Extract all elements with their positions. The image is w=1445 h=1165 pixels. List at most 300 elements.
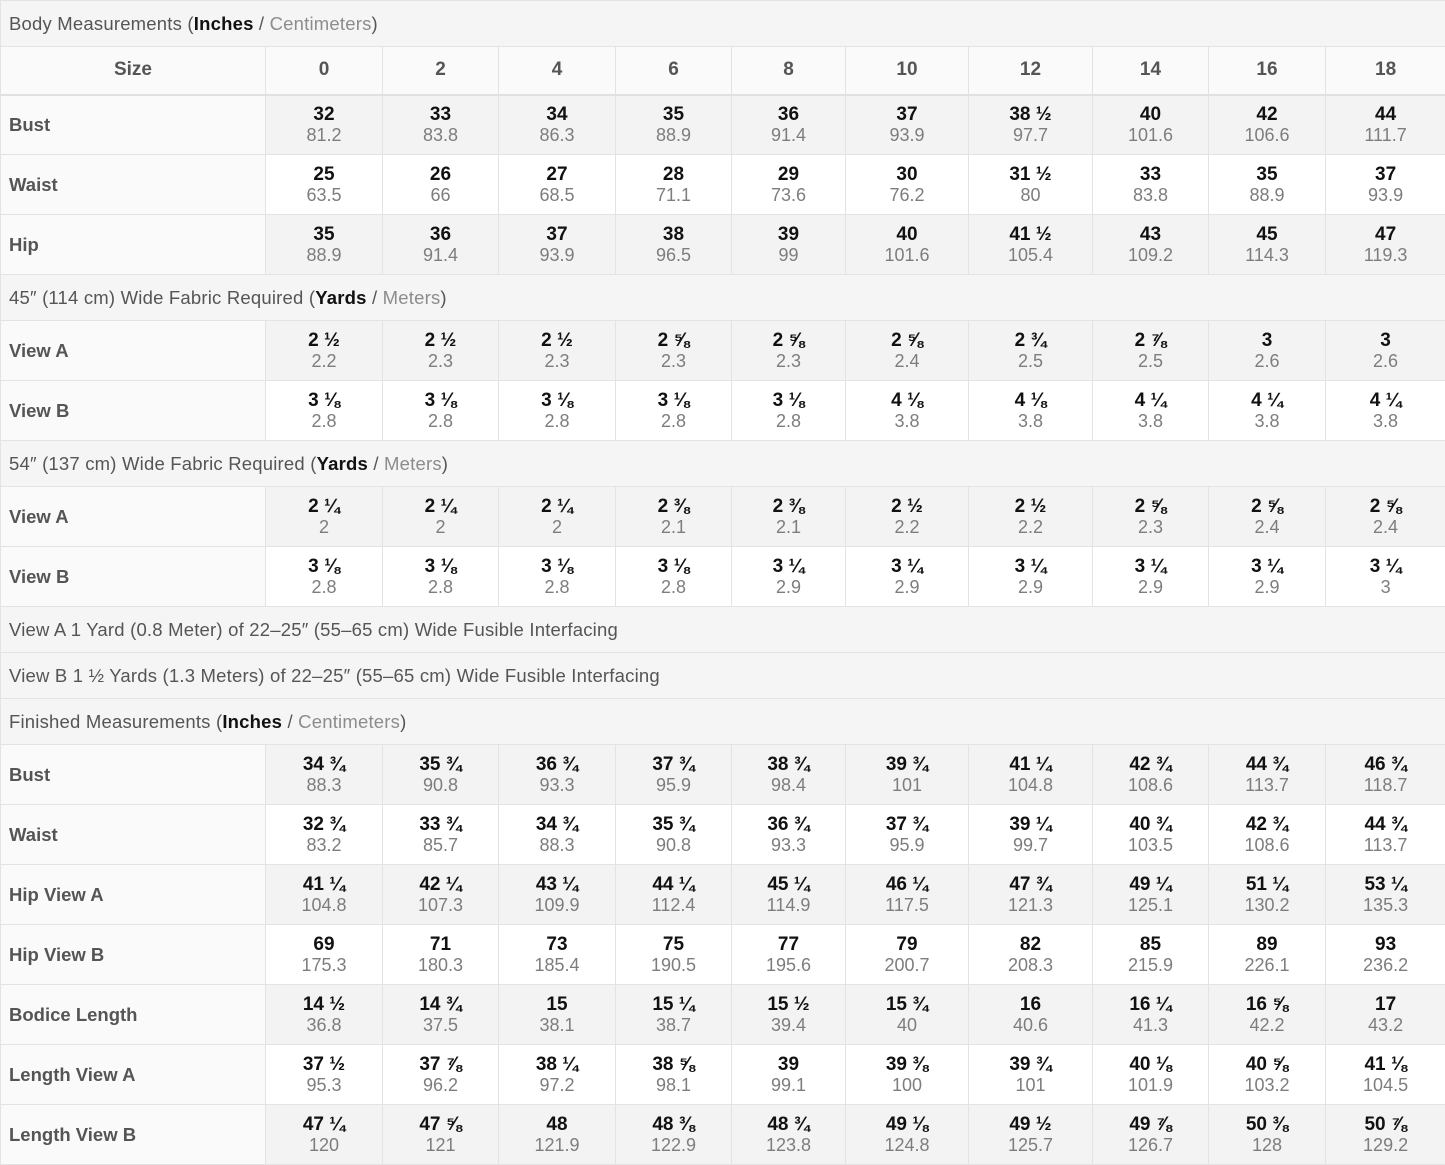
section-title-unit2: Meters — [384, 452, 442, 474]
measurement-row — [1, 95, 1445, 155]
primary-unit-value: 35 — [313, 223, 335, 245]
primary-unit-value: 15 ¾ — [885, 993, 929, 1015]
measurement-cell — [846, 487, 969, 547]
measurement-cell — [1209, 985, 1326, 1045]
secondary-unit-value: 88.9 — [655, 124, 692, 145]
primary-unit-value: 3 ¼ — [1014, 555, 1047, 577]
primary-unit-value: 3 ¼ — [1134, 555, 1167, 577]
secondary-unit-value: 83.2 — [306, 834, 342, 855]
secondary-unit-value: 112.4 — [651, 894, 696, 915]
measurement-cell — [1093, 1045, 1209, 1105]
secondary-unit-value: 38.7 — [655, 1014, 692, 1035]
primary-unit-value: 15 ½ — [767, 993, 810, 1015]
primary-unit-value: 49 ⅞ — [1129, 1113, 1172, 1135]
measurement-cell — [266, 547, 383, 607]
section-title-unit2: Centimeters — [298, 710, 401, 732]
primary-unit-value: 49 ¼ — [1129, 873, 1172, 895]
measurement-cell — [732, 95, 846, 155]
section-title-unit2: Centimeters — [269, 12, 372, 34]
measurement-cell — [1093, 925, 1209, 985]
primary-unit-value: 37 ¾ — [885, 813, 929, 835]
secondary-unit-value: 108.6 — [1127, 774, 1174, 795]
secondary-unit-value: 2.5 — [1017, 350, 1044, 371]
measurement-cell — [616, 865, 732, 925]
secondary-unit-value: 2 — [551, 516, 562, 537]
measurement-cell — [969, 865, 1093, 925]
primary-unit-value: 46 ¾ — [1364, 753, 1407, 775]
measurement-cell — [969, 985, 1093, 1045]
primary-unit-value: 38 ½ — [1009, 103, 1052, 125]
primary-unit-value: 33 — [1139, 163, 1162, 185]
secondary-unit-value: 175.3 — [301, 954, 347, 975]
secondary-unit-value: 2.3 — [427, 350, 454, 371]
measurement-cell — [846, 925, 969, 985]
section-title — [1, 653, 1445, 699]
primary-unit-value: 35 ¾ — [419, 753, 462, 775]
primary-unit-value: 36 — [429, 223, 452, 245]
primary-unit-value: 16 — [1019, 993, 1042, 1015]
secondary-unit-value: 86.3 — [539, 124, 575, 145]
measurement-cell — [616, 321, 732, 381]
secondary-unit-value: 2.2 — [894, 516, 920, 537]
primary-unit-value: 38 ⅝ — [652, 1053, 695, 1075]
primary-unit-value: 3 ⅛ — [657, 555, 690, 577]
secondary-unit-value: 36.8 — [306, 1014, 342, 1035]
primary-unit-value: 4 ⅛ — [1014, 389, 1047, 411]
secondary-unit-value: 2.8 — [660, 576, 687, 597]
row-label: Waist — [1, 155, 266, 215]
secondary-unit-value: 122.9 — [650, 1134, 697, 1155]
primary-unit-value: 41 ¼ — [1009, 753, 1052, 775]
measurement-cell — [846, 381, 969, 441]
secondary-unit-value: 180.3 — [417, 954, 464, 975]
secondary-unit-value: 2.9 — [1017, 576, 1044, 597]
section-title-title: View A 1 Yard (0.8 Meter) of 22–25″ (55–65 cm) Wide Fusible Interfacing — [9, 618, 618, 640]
measurement-cell — [1093, 985, 1209, 1045]
secondary-unit-value: 96.2 — [422, 1074, 459, 1095]
primary-unit-value: 48 — [546, 1113, 568, 1135]
measurement-cell — [499, 215, 616, 275]
measurement-cell — [383, 215, 499, 275]
primary-unit-value: 14 ¾ — [419, 993, 462, 1015]
secondary-unit-value: 90.8 — [422, 774, 459, 795]
secondary-unit-value: 101.9 — [1127, 1074, 1174, 1095]
secondary-unit-value: 88.3 — [539, 834, 575, 855]
measurement-cell — [266, 925, 383, 985]
secondary-unit-value: 2.9 — [775, 576, 802, 597]
primary-unit-value: 41 ¼ — [302, 873, 346, 895]
size-column-header: 18 — [1326, 47, 1445, 95]
secondary-unit-value: 2.9 — [1254, 576, 1280, 597]
secondary-unit-value: 105.4 — [1007, 244, 1054, 265]
measurement-row — [1, 985, 1445, 1045]
secondary-unit-value: 208.3 — [1007, 954, 1054, 975]
section-title — [1, 699, 1445, 745]
secondary-unit-value: 96.5 — [655, 244, 692, 265]
secondary-unit-value: 97.2 — [539, 1074, 575, 1095]
primary-unit-value: 3 ¼ — [772, 555, 805, 577]
secondary-unit-value: 85.7 — [422, 834, 459, 855]
secondary-unit-value: 83.8 — [1132, 184, 1169, 205]
secondary-unit-value: 104.8 — [1007, 774, 1054, 795]
primary-unit-value: 35 — [1256, 163, 1278, 185]
primary-unit-value: 3 ⅛ — [541, 389, 573, 411]
primary-unit-value: 47 ¼ — [302, 1113, 346, 1135]
section-title-title: Finished Measurements ( — [9, 710, 223, 732]
measurement-cell — [499, 805, 616, 865]
primary-unit-value: 51 ¼ — [1245, 873, 1289, 895]
measurement-cell — [1326, 321, 1445, 381]
measurement-cell — [499, 745, 616, 805]
measurement-cell — [1209, 155, 1326, 215]
measurement-cell — [846, 215, 969, 275]
secondary-unit-value: 125.1 — [1127, 894, 1174, 915]
measurement-cell — [732, 805, 846, 865]
secondary-unit-value: 119.3 — [1363, 244, 1408, 265]
primary-unit-value: 45 — [1256, 223, 1278, 245]
secondary-unit-value: 2.8 — [660, 410, 687, 431]
secondary-unit-value: 2.8 — [427, 576, 454, 597]
primary-unit-value: 93 — [1375, 933, 1397, 955]
section-title — [1, 607, 1445, 653]
measurement-cell — [499, 925, 616, 985]
measurement-cell — [1209, 1045, 1326, 1105]
primary-unit-value: 34 ¾ — [535, 813, 579, 835]
secondary-unit-value: 108.6 — [1244, 834, 1290, 855]
measurement-cell — [969, 155, 1093, 215]
measurement-cell — [1093, 865, 1209, 925]
measurement-cell — [1209, 865, 1326, 925]
primary-unit-value: 39 ¾ — [1009, 1053, 1052, 1075]
measurement-row — [1, 321, 1445, 381]
primary-unit-value: 42 ¼ — [419, 873, 462, 895]
size-header-label: Size — [1, 47, 266, 95]
secondary-unit-value: 121.9 — [534, 1134, 580, 1155]
primary-unit-value: 37 — [1375, 163, 1397, 185]
section-title — [1, 1, 1445, 47]
primary-unit-value: 3 ⅛ — [772, 389, 805, 411]
secondary-unit-value: 2.9 — [1137, 576, 1164, 597]
secondary-unit-value: 109.2 — [1127, 244, 1174, 265]
measurement-cell — [383, 985, 499, 1045]
measurement-cell — [1093, 321, 1209, 381]
primary-unit-value: 2 ½ — [424, 329, 457, 351]
primary-unit-value: 3 ⅛ — [308, 555, 340, 577]
section-title-title: View B 1 ½ Yards (1.3 Meters) of 22–25″ (55–65 cm) Wide Fusible Interfacing — [9, 664, 660, 686]
secondary-unit-value: 88.9 — [1249, 184, 1285, 205]
secondary-unit-value: 43.2 — [1368, 1014, 1404, 1035]
measurement-cell — [1093, 215, 1209, 275]
primary-unit-value: 47 ¾ — [1009, 873, 1052, 895]
measurement-cell — [732, 381, 846, 441]
measurement-cell — [1326, 805, 1445, 865]
secondary-unit-value: 40.6 — [1012, 1014, 1049, 1035]
secondary-unit-value: 2 — [435, 516, 446, 537]
secondary-unit-value: 2.3 — [660, 350, 687, 371]
row-label: Hip — [1, 215, 266, 275]
measurement-cell — [846, 745, 969, 805]
measurement-cell — [266, 1105, 383, 1165]
secondary-unit-value: 73.6 — [770, 184, 807, 205]
measurement-cell — [969, 805, 1093, 865]
secondary-unit-value: 104.8 — [301, 894, 347, 915]
measurement-cell — [969, 321, 1093, 381]
secondary-unit-value: 2.3 — [775, 350, 802, 371]
secondary-unit-value: 109.9 — [534, 894, 580, 915]
secondary-unit-value: 121.3 — [1007, 894, 1054, 915]
section-title-close: ) — [371, 12, 378, 34]
primary-unit-value: 28 — [662, 163, 685, 185]
measurement-cell — [846, 985, 969, 1045]
secondary-unit-value: 2.8 — [311, 410, 337, 431]
primary-unit-value: 79 — [896, 933, 918, 955]
secondary-unit-value: 2.2 — [311, 350, 337, 371]
secondary-unit-value: 71.1 — [655, 184, 692, 205]
secondary-unit-value: 113.7 — [1245, 774, 1289, 795]
section-title-row — [1, 1, 1445, 47]
primary-unit-value: 2 ⅜ — [772, 495, 805, 517]
section-title-row — [1, 441, 1445, 487]
secondary-unit-value: 97.7 — [1012, 124, 1049, 145]
measurement-cell — [499, 547, 616, 607]
row-label: View B — [1, 381, 266, 441]
measurement-row — [1, 487, 1445, 547]
secondary-unit-value: 185.4 — [534, 954, 580, 975]
secondary-unit-value: 3.8 — [1137, 410, 1164, 431]
measurement-cell — [266, 215, 383, 275]
secondary-unit-value: 40 — [896, 1014, 918, 1035]
measurement-cell — [1209, 321, 1326, 381]
measurement-cell — [499, 95, 616, 155]
row-label: Hip View A — [1, 865, 266, 925]
secondary-unit-value: 104.5 — [1363, 1074, 1409, 1095]
secondary-unit-value: 3.8 — [1254, 410, 1280, 431]
secondary-unit-value: 37.5 — [422, 1014, 459, 1035]
measurement-cell — [383, 865, 499, 925]
row-label: Hip View B — [1, 925, 266, 985]
measurement-cell — [266, 381, 383, 441]
measurement-cell — [969, 925, 1093, 985]
section-title-unit1: Inches — [222, 710, 283, 732]
primary-unit-value: 31 ½ — [1009, 163, 1052, 185]
secondary-unit-value: 3.8 — [894, 410, 920, 431]
section-title-unit1: Yards — [315, 286, 367, 308]
primary-unit-value: 3 ¼ — [891, 555, 923, 577]
measurement-cell — [1326, 95, 1445, 155]
row-label: Length View B — [1, 1105, 266, 1165]
measurement-cell — [969, 381, 1093, 441]
section-title-sep: / — [366, 286, 383, 308]
primary-unit-value: 2 ⅝ — [1369, 495, 1402, 517]
primary-unit-value: 48 ¾ — [767, 1113, 810, 1135]
primary-unit-value: 40 ⅝ — [1245, 1053, 1289, 1075]
secondary-unit-value: 93.3 — [770, 834, 807, 855]
secondary-unit-value: 129.2 — [1363, 1134, 1409, 1155]
section-title-title: 54″ (137 cm) Wide Fabric Required ( — [9, 452, 317, 474]
section-title-row — [1, 275, 1445, 321]
measurement-cell — [383, 1105, 499, 1165]
primary-unit-value: 29 — [777, 163, 800, 185]
secondary-unit-value: 93.9 — [1368, 184, 1404, 205]
primary-unit-value: 3 ⅛ — [424, 555, 457, 577]
primary-unit-value: 3 — [1380, 329, 1391, 351]
measurement-cell — [266, 805, 383, 865]
primary-unit-value: 38 ¾ — [767, 753, 810, 775]
secondary-unit-value: 3.8 — [1373, 410, 1399, 431]
primary-unit-value: 53 ¼ — [1364, 873, 1407, 895]
secondary-unit-value: 68.5 — [539, 184, 575, 205]
primary-unit-value: 37 — [896, 103, 918, 125]
primary-unit-value: 17 — [1375, 993, 1397, 1015]
secondary-unit-value: 2.6 — [1254, 350, 1280, 371]
secondary-unit-value: 2.4 — [1373, 516, 1399, 537]
secondary-unit-value: 2.6 — [1373, 350, 1399, 371]
secondary-unit-value: 103.5 — [1127, 834, 1174, 855]
secondary-unit-value: 2.1 — [775, 516, 802, 537]
size-column-header: 0 — [266, 47, 383, 95]
section-title — [1, 275, 1445, 321]
measurement-cell — [266, 865, 383, 925]
measurement-row — [1, 745, 1445, 805]
section-title-title: Body Measurements ( — [9, 12, 194, 34]
secondary-unit-value: 130.2 — [1244, 894, 1290, 915]
primary-unit-value: 2 ½ — [541, 329, 573, 351]
measurement-cell — [1326, 925, 1445, 985]
secondary-unit-value: 2.4 — [894, 350, 920, 371]
primary-unit-value: 48 ⅜ — [652, 1113, 695, 1135]
secondary-unit-value: 101.6 — [884, 244, 930, 265]
primary-unit-value: 2 ⅝ — [891, 329, 923, 351]
primary-unit-value: 38 ¼ — [535, 1053, 579, 1075]
measurement-cell — [732, 1045, 846, 1105]
primary-unit-value: 2 ⅝ — [657, 329, 690, 351]
measurement-row — [1, 155, 1445, 215]
measurement-cell — [499, 381, 616, 441]
secondary-unit-value: 99.7 — [1012, 834, 1049, 855]
measurement-cell — [1093, 487, 1209, 547]
primary-unit-value: 43 — [1139, 223, 1162, 245]
measurement-cell — [1209, 925, 1326, 985]
secondary-unit-value: 236.2 — [1363, 954, 1409, 975]
measurement-cell — [846, 155, 969, 215]
primary-unit-value: 47 — [1375, 223, 1397, 245]
primary-unit-value: 32 ¾ — [302, 813, 346, 835]
size-header-row — [1, 47, 1445, 95]
measurement-cell — [1209, 381, 1326, 441]
primary-unit-value: 2 ¼ — [308, 495, 340, 517]
primary-unit-value: 3 ⅛ — [541, 555, 573, 577]
measurement-cell — [383, 381, 499, 441]
secondary-unit-value: 2.8 — [427, 410, 454, 431]
secondary-unit-value: 117.5 — [885, 894, 929, 915]
primary-unit-value: 4 ¼ — [1251, 389, 1283, 411]
size-column-header: 4 — [499, 47, 616, 95]
measurement-cell — [616, 1105, 732, 1165]
secondary-unit-value: 101 — [1015, 1074, 1046, 1095]
primary-unit-value: 39 ⅜ — [885, 1053, 929, 1075]
measurement-cell — [616, 985, 732, 1045]
measurement-cell — [383, 95, 499, 155]
measurement-cell — [732, 745, 846, 805]
secondary-unit-value: 2.4 — [1254, 516, 1280, 537]
primary-unit-value: 40 ¾ — [1129, 813, 1172, 835]
measurement-cell — [846, 865, 969, 925]
measurement-cell — [383, 155, 499, 215]
measurement-cell — [1093, 95, 1209, 155]
secondary-unit-value: 124.8 — [884, 1134, 930, 1155]
size-column-header: 16 — [1209, 47, 1326, 95]
secondary-unit-value: 63.5 — [306, 184, 342, 205]
section-title-close: ) — [441, 452, 449, 474]
primary-unit-value: 69 — [313, 933, 335, 955]
secondary-unit-value: 200.7 — [884, 954, 930, 975]
measurement-row — [1, 1105, 1445, 1165]
secondary-unit-value: 2.3 — [1137, 516, 1164, 537]
measurement-row — [1, 547, 1445, 607]
primary-unit-value: 2 ½ — [891, 495, 923, 517]
secondary-unit-value: 121 — [425, 1134, 456, 1155]
measurement-cell — [1209, 487, 1326, 547]
row-label: Bust — [1, 745, 266, 805]
secondary-unit-value: 101.6 — [1127, 124, 1174, 145]
primary-unit-value: 14 ½ — [302, 993, 346, 1015]
measurement-row — [1, 805, 1445, 865]
secondary-unit-value: 80 — [1020, 184, 1041, 205]
primary-unit-value: 44 — [1375, 103, 1397, 125]
row-label: View A — [1, 487, 266, 547]
measurement-cell — [383, 487, 499, 547]
secondary-unit-value: 38.1 — [539, 1014, 575, 1035]
measurement-cell — [1093, 547, 1209, 607]
primary-unit-value: 2 ¼ — [424, 495, 457, 517]
measurement-cell — [846, 805, 969, 865]
primary-unit-value: 3 — [1261, 329, 1273, 351]
secondary-unit-value: 83.8 — [422, 124, 459, 145]
primary-unit-value: 15 — [546, 993, 568, 1015]
measurement-cell — [1326, 381, 1445, 441]
secondary-unit-value: 90.8 — [655, 834, 692, 855]
primary-unit-value: 39 — [777, 223, 800, 245]
primary-unit-value: 38 — [662, 223, 685, 245]
measurement-cell — [732, 985, 846, 1045]
secondary-unit-value: 66 — [430, 184, 451, 205]
secondary-unit-value: 95.9 — [889, 834, 925, 855]
secondary-unit-value: 195.6 — [765, 954, 812, 975]
primary-unit-value: 2 ½ — [1014, 495, 1047, 517]
secondary-unit-value: 128 — [1251, 1134, 1283, 1155]
measurement-cell — [499, 985, 616, 1045]
secondary-unit-value: 114.3 — [1245, 244, 1289, 265]
measurement-cell — [499, 1045, 616, 1105]
measurement-cell — [383, 1045, 499, 1105]
secondary-unit-value: 2.8 — [544, 576, 570, 597]
measurement-cell — [1326, 547, 1445, 607]
section-title-sep: / — [253, 12, 270, 34]
primary-unit-value: 40 — [896, 223, 918, 245]
primary-unit-value: 27 — [546, 163, 568, 185]
measurement-cell — [616, 155, 732, 215]
primary-unit-value: 4 ¼ — [1369, 389, 1402, 411]
measurement-cell — [969, 1045, 1093, 1105]
primary-unit-value: 34 — [546, 103, 568, 125]
row-label: View A — [1, 321, 266, 381]
secondary-unit-value: 3.8 — [1017, 410, 1044, 431]
measurement-cell — [969, 745, 1093, 805]
primary-unit-value: 2 ⅝ — [772, 329, 805, 351]
secondary-unit-value: 91.4 — [422, 244, 459, 265]
measurement-cell — [616, 745, 732, 805]
measurement-cell — [616, 487, 732, 547]
